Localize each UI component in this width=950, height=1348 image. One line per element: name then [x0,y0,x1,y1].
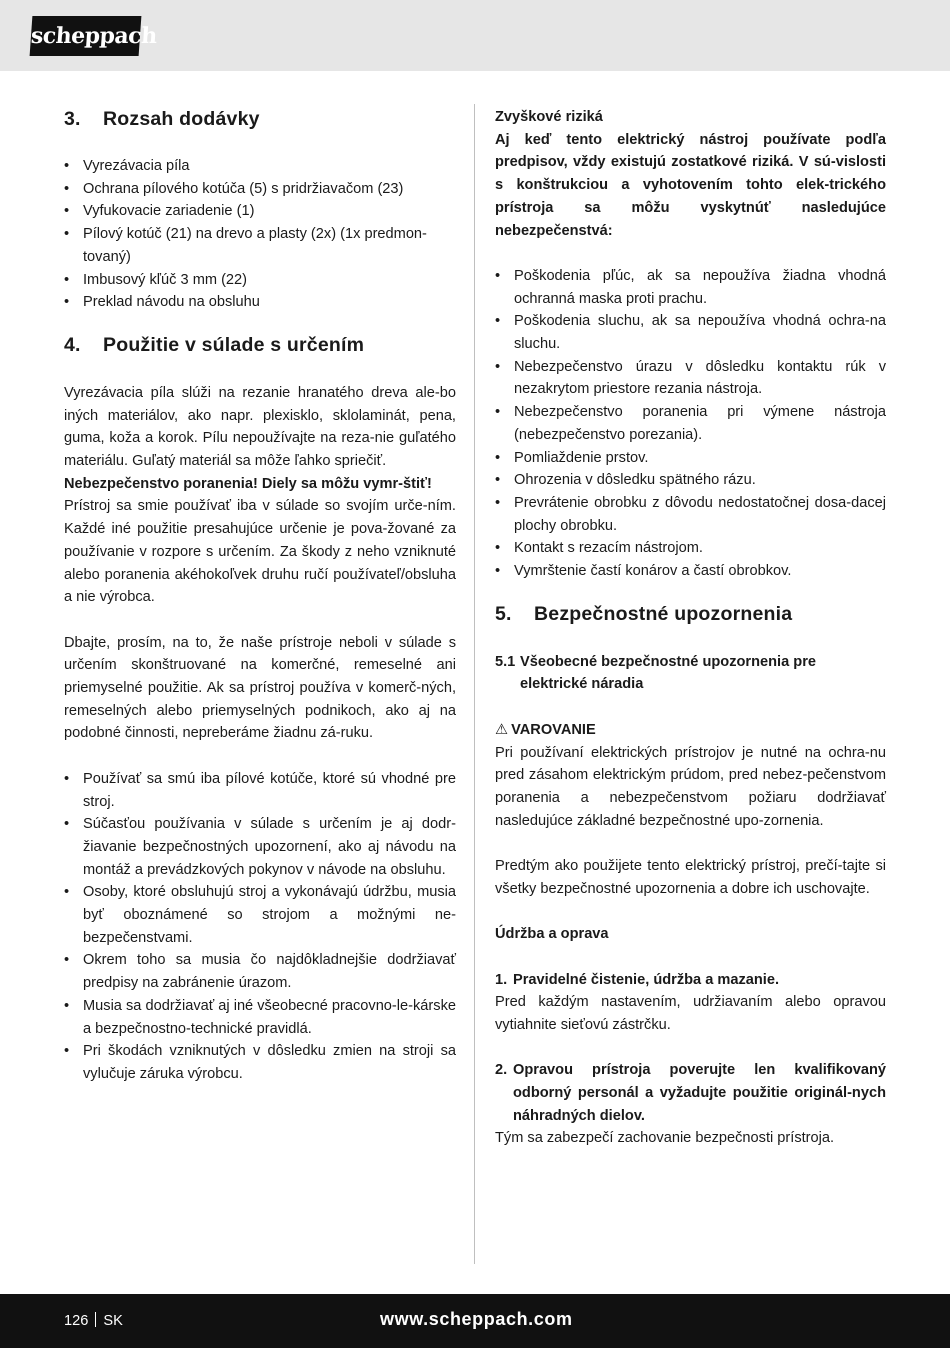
list-item: • Používať sa smú iba pílové kotúče, ktoré sú vhodné pre stroj. [64,768,456,813]
list-item: • Pomliaždenie prstov. [495,447,886,470]
page-number: 126 [64,1313,89,1329]
section-title: Bezpečnostné upozornenia [534,602,793,625]
list-item: • Osoby, ktoré obsluhujú stroj a vykonávajú údržbu, musia byť oboznámené so strojom a možnými ne-bezpečenstvami. [64,881,456,949]
list-item: • Nebezpečenstvo úrazu v dôsledku kontaktu rúk v nezakrytom priestore rezania nástroja. [495,356,886,401]
subsection-number: 5.1 [495,653,516,670]
item-number: 1. [495,971,508,988]
read-instructions-paragraph: Predtým ako použijete tento elektrický prístroj, prečí-tajte si všetky bezpečnostné upozornenia a dobre ich uschovajte. [495,858,886,897]
section-number: 3. [64,108,81,130]
footer-bar [0,1294,950,1348]
item-number: 2. [495,1062,508,1079]
website-url: www.scheppach.com [380,1309,573,1329]
commercial-use-paragraph: Dbajte, prosím, na to, že naše prístroje neboli v súlade s určením skonštruované na komerčné, remeselné ani priemyselné použitie. Ak sa prístroj používa v komerč-ných, remeselných alebo priemyselných podnikoch, ako aj na podobné činnosti, nepreberáme žiadnu zá-ruku. [64,634,456,742]
warning-label: VAROVANIE [511,721,596,738]
intended-use-paragraph: Vyrezávacia píla slúži na rezanie hranatého dreva ale-bo iných materiálov, ako napr. plexisklo, sklolaminát, pena, guma, koža a korok. Pílu nepoužívajte na reza-nie guľatého materiálu. Guľatý materiál sa môže ľahko spriečiť. [64,384,456,470]
warning-paragraph: Pri používaní elektrických prístrojov je nutné na ochra-nu pred zásahom elektrickým prúdom, pred nebez-pečenstvom poranenia a nebezpečenstvom požiaru dodržiavať nasledujúce základné bezpečnostné upo-zornenia. [495,744,886,829]
warning-heading [495,719,886,742]
warning-triangle-icon: ⚠ [495,721,509,738]
list-item: • Kontakt s rezacím nástrojom. [495,537,886,560]
left-column [64,106,456,1086]
maintenance-title: Údržba a oprava [495,926,609,943]
section-4-heading [64,332,456,358]
residual-risks-list [495,265,886,583]
list-item: • Vyrezávacia píla [64,155,456,178]
maintenance-item-2 [495,1059,886,1127]
list-item: • Ochrana pílového kotúča (5) s pridržiavačom (23) [64,178,456,201]
maintenance-item-1 [495,969,886,992]
scheppach-logo: scheppach [30,16,142,56]
list-item: • Pílový kotúč (21) na drevo a plasty (2x) (1x predmon-tovaný) [64,223,456,268]
scope-of-delivery-list [64,155,456,314]
list-item: • Ohrozenia v dôsledku spätného rázu. [495,469,886,492]
list-item: • Imbusový kľúč 3 mm (22) [64,269,456,292]
list-item: • Okrem toho sa musia čo najdôkladnejšie dodržiavať predpisy na zabránenie úrazom. [64,949,456,994]
item-title: Pravidelné čistenie, údržba a mazanie. [513,971,780,988]
list-item: • Preklad návodu na obsluhu [64,291,456,314]
list-item: • Poškodenia sluchu, ak sa nepoužíva vhodná ochra-na sluchu. [495,310,886,355]
list-item: • Prevrátenie obrobku z dôvodu nedostatočnej dosa-dacej plochy obrobku. [495,492,886,537]
section-title: Rozsah dodávky [103,108,260,130]
section-number: 5. [495,602,512,625]
subsection-5-1-heading [495,651,886,696]
section-5-heading [495,601,886,627]
list-item: • Musia sa dodržiavať aj iné všeobecné pracovno-le-kárske a bezpečnostno-technické pravidlá. [64,995,456,1040]
residual-risks-title: Zvyškové riziká [495,109,603,125]
item-title: Opravou prístroja poverujte len kvalifikovaný odborný personál a vyžadujte použitie originál-nych náhradných dielov. [513,1062,886,1124]
residual-risks-intro: Aj keď tento elektrický nástroj používate podľa predpisov, vždy existujú zostatkové riziká. V sú-vislosti s konštrukciou a vyhotovením tohto elek-trického prístroja sa môžu vyskytnúť nasledujúce nebezpečenstvá: [495,131,886,239]
language-code: SK [103,1313,123,1329]
column-divider [474,104,475,1264]
section-3-heading [64,106,456,132]
right-column [495,106,886,1150]
intended-use-paragraph-2: Prístroj sa smie používať iba v súlade so svojím urče-ním. Každé iné použitie presahujúce určenie je pova-žované za používanie v rozpore s určením. Za škody z neho vzniknuté alebo poranenia akéhokoľvek druhu ručí používateľ/obsluha a nie výrobca. [64,498,456,606]
page-indicator [64,1310,123,1332]
list-item: • Súčasťou používania v súlade s určením je aj dodr-žiavanie bezpečnostných upozornení, ako aj návodu na montáž a prevádzkových pokynov v návode na obsluhu. [64,813,456,881]
injury-warning: Nebezpečenstvo poranenia! Diely sa môžu vymr-štiť! [64,475,432,492]
maintenance-item-2-text: Tým sa zabezpečí zachovanie bezpečnosti prístroja. [495,1130,835,1147]
section-number: 4. [64,333,81,356]
list-item: • Pri škodách vzniknutých v dôsledku zmien na stroji sa vylučuje záruka výrobcu. [64,1040,456,1085]
section-title: Použitie v súlade s určením [103,333,365,356]
list-item: • Nebezpečenstvo poranenia pri výmene nástroja (nebezpečenstvo porezania). [495,401,886,446]
usage-rules-list [64,768,456,1086]
separator [95,1312,96,1327]
subsection-title: Všeobecné bezpečnostné upozornenia pre elektrické náradia [520,653,816,693]
top-bar [0,0,950,71]
list-item: • Vymrštenie častí konárov a častí obrobkov. [495,560,886,583]
maintenance-item-1-text: Pred každým nastavením, udržiavaním alebo opravou vytiahnite sieťovú zástrčku. [495,994,886,1033]
list-item: • Vyfukovacie zariadenie (1) [64,200,456,223]
list-item: • Poškodenia pľúc, ak sa nepoužíva žiadna vhodná ochranná maska proti prachu. [495,265,886,310]
